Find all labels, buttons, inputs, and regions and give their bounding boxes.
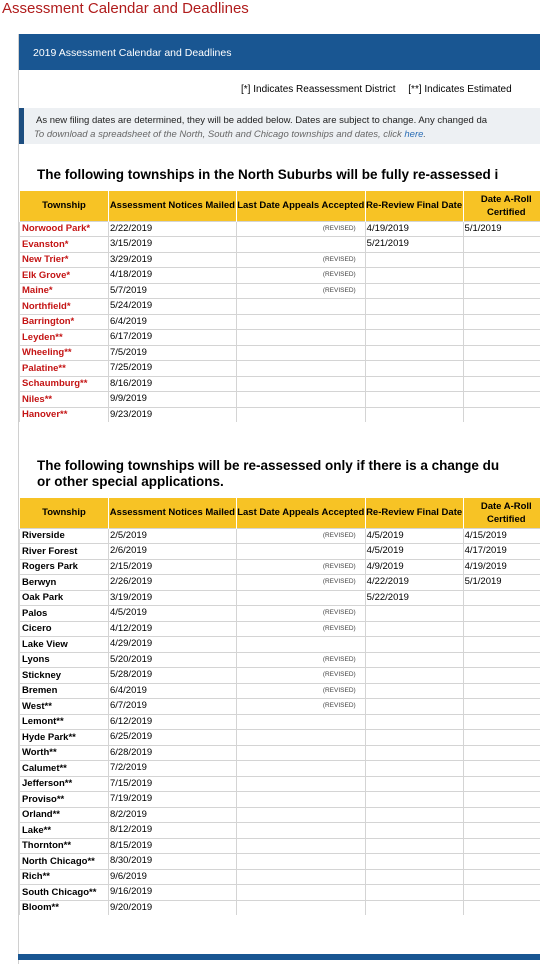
township-cell: River Forest (20, 544, 109, 560)
aroll-cell (463, 407, 540, 422)
township-cell: Palos (20, 606, 109, 622)
aroll-cell (463, 361, 540, 377)
appeals-cell (236, 268, 365, 284)
aroll-cell (463, 699, 540, 715)
aroll-cell (463, 637, 540, 653)
aroll-cell (463, 252, 540, 268)
rereview-cell (365, 838, 463, 854)
rereview-cell (365, 621, 463, 637)
table-row (20, 544, 540, 560)
notices-cell: 2/6/2019 (108, 544, 236, 560)
appeals-cell (236, 528, 365, 544)
appeals-cell (236, 885, 365, 901)
aroll-cell (463, 730, 540, 746)
table-row (20, 299, 540, 315)
appeals-cell (236, 807, 365, 823)
township-cell: Lake View (20, 637, 109, 653)
appeals-cell (236, 652, 365, 668)
col-aroll: Date A-Roll Certified (463, 191, 540, 221)
next-panel-header (18, 954, 540, 960)
rereview-cell (365, 376, 463, 392)
legend-reassessment: [*] Indicates Reassessment District (241, 84, 396, 95)
bottom-bar (0, 922, 540, 960)
notices-cell: 5/20/2019 (108, 652, 236, 668)
appeals-cell (236, 761, 365, 777)
other-title-line1: The following townships will be re-assessed only if there is a change du (37, 458, 499, 474)
township-cell: Elk Grove* (20, 268, 109, 284)
notices-cell: 3/29/2019 (108, 252, 236, 268)
township-cell: Rogers Park (20, 559, 109, 575)
notices-cell: 9/16/2019 (108, 885, 236, 901)
revised-badge: (REVISED) (323, 284, 356, 299)
other-section-title (37, 458, 499, 490)
aroll-cell (463, 652, 540, 668)
table-row (20, 885, 540, 901)
rereview-cell (365, 900, 463, 915)
rereview-cell: 4/19/2019 (365, 221, 463, 237)
table-row (20, 283, 540, 299)
aroll-cell (463, 854, 540, 870)
revised-badge: (REVISED) (323, 622, 356, 637)
aroll-cell (463, 792, 540, 808)
col-appeals: Last Date Appeals Accepted (236, 498, 365, 528)
aroll-cell: 4/17/2019 (463, 544, 540, 560)
appeals-cell (236, 407, 365, 422)
aroll-cell (463, 299, 540, 315)
aroll-cell (463, 314, 540, 330)
table-row (20, 252, 540, 268)
appeals-cell (236, 776, 365, 792)
table-row (20, 559, 540, 575)
aroll-cell (463, 392, 540, 408)
notices-cell: 5/7/2019 (108, 283, 236, 299)
rereview-cell (365, 314, 463, 330)
notices-cell: 8/16/2019 (108, 376, 236, 392)
table-row (20, 606, 540, 622)
panel-header: 2019 Assessment Calendar and Deadlines (19, 34, 540, 70)
notices-cell: 2/15/2019 (108, 559, 236, 575)
rereview-cell (365, 252, 463, 268)
table-row (20, 652, 540, 668)
township-cell: Northfield* (20, 299, 109, 315)
notices-cell: 8/2/2019 (108, 807, 236, 823)
notices-cell: 7/19/2019 (108, 792, 236, 808)
rereview-cell (365, 345, 463, 361)
aroll-cell: 5/1/2019 (463, 575, 540, 591)
legend-estimated: [**] Indicates Estimated (408, 84, 511, 95)
notices-cell: 9/20/2019 (108, 900, 236, 915)
appeals-cell (236, 345, 365, 361)
notice-text: As new filing dates are determined, they will be added below. Dates are subject to change. Any changed da (36, 115, 487, 126)
appeals-cell (236, 314, 365, 330)
rereview-cell (365, 823, 463, 839)
township-cell: Lemont** (20, 714, 109, 730)
township-cell: Evanston* (20, 237, 109, 253)
appeals-cell (236, 376, 365, 392)
appeals-cell (236, 392, 365, 408)
col-notices: Assessment Notices Mailed (108, 191, 236, 221)
township-cell: Berwyn (20, 575, 109, 591)
col-township: Township (20, 498, 109, 528)
appeals-cell (236, 869, 365, 885)
table-row (20, 823, 540, 839)
notices-cell: 2/5/2019 (108, 528, 236, 544)
aroll-cell (463, 823, 540, 839)
aroll-cell (463, 376, 540, 392)
township-cell: Riverside (20, 528, 109, 544)
notices-cell: 3/19/2019 (108, 590, 236, 606)
appeals-cell (236, 668, 365, 684)
rereview-cell (365, 776, 463, 792)
notices-cell: 5/24/2019 (108, 299, 236, 315)
aroll-cell (463, 345, 540, 361)
rereview-cell (365, 299, 463, 315)
revised-badge: (REVISED) (323, 606, 356, 621)
appeals-cell (236, 575, 365, 591)
notices-cell: 8/30/2019 (108, 854, 236, 870)
aroll-cell (463, 621, 540, 637)
township-cell: Barrington* (20, 314, 109, 330)
table-row (20, 528, 540, 544)
rereview-cell: 5/22/2019 (365, 590, 463, 606)
aroll-cell (463, 838, 540, 854)
notices-cell: 6/7/2019 (108, 699, 236, 715)
notices-cell: 7/2/2019 (108, 761, 236, 777)
appeals-cell (236, 283, 365, 299)
aroll-cell (463, 885, 540, 901)
township-cell: Niles** (20, 392, 109, 408)
calendar-panel (18, 34, 540, 964)
township-cell: Stickney (20, 668, 109, 684)
rereview-cell (365, 330, 463, 346)
notices-cell: 5/28/2019 (108, 668, 236, 684)
other-header-row (20, 498, 540, 528)
notices-cell: 8/15/2019 (108, 838, 236, 854)
legend (241, 84, 522, 95)
rereview-cell (365, 807, 463, 823)
appeals-cell (236, 823, 365, 839)
rereview-cell (365, 652, 463, 668)
aroll-cell (463, 683, 540, 699)
township-cell: Jefferson** (20, 776, 109, 792)
township-cell: Bremen (20, 683, 109, 699)
aroll-cell (463, 761, 540, 777)
appeals-cell (236, 699, 365, 715)
table-row (20, 376, 540, 392)
table-row (20, 900, 540, 915)
aroll-cell (463, 869, 540, 885)
table-row (20, 314, 540, 330)
rereview-cell (365, 854, 463, 870)
notices-cell: 9/9/2019 (108, 392, 236, 408)
appeals-cell (236, 252, 365, 268)
table-row (20, 221, 540, 237)
revised-badge: (REVISED) (323, 684, 356, 699)
township-cell: Hyde Park** (20, 730, 109, 746)
revised-badge: (REVISED) (323, 575, 356, 590)
rereview-cell (365, 268, 463, 284)
table-row (20, 869, 540, 885)
table-row (20, 668, 540, 684)
table-row (20, 407, 540, 422)
table-row (20, 745, 540, 761)
download-link[interactable]: here (404, 129, 423, 140)
table-row (20, 714, 540, 730)
township-cell: North Chicago** (20, 854, 109, 870)
revised-badge: (REVISED) (323, 699, 356, 714)
rereview-cell (365, 869, 463, 885)
aroll-cell: 4/15/2019 (463, 528, 540, 544)
township-cell: West** (20, 699, 109, 715)
rereview-cell: 4/5/2019 (365, 544, 463, 560)
north-section-title: The following townships in the North Suburbs will be fully re-assessed i (37, 167, 498, 183)
notices-cell: 6/25/2019 (108, 730, 236, 746)
table-row (20, 330, 540, 346)
township-cell: Oak Park (20, 590, 109, 606)
notices-cell: 6/12/2019 (108, 714, 236, 730)
notices-cell: 6/4/2019 (108, 683, 236, 699)
rereview-cell (365, 283, 463, 299)
appeals-cell (236, 606, 365, 622)
appeals-cell (236, 221, 365, 237)
table-row (20, 237, 540, 253)
notices-cell: 4/18/2019 (108, 268, 236, 284)
col-notices: Assessment Notices Mailed (108, 498, 236, 528)
table-row (20, 776, 540, 792)
township-cell: Thornton** (20, 838, 109, 854)
table-row (20, 392, 540, 408)
north-header-row (20, 191, 540, 221)
notices-cell: 6/28/2019 (108, 745, 236, 761)
township-cell: New Trier* (20, 252, 109, 268)
township-cell: Schaumburg** (20, 376, 109, 392)
table-row (20, 575, 540, 591)
appeals-cell (236, 854, 365, 870)
township-cell: Maine* (20, 283, 109, 299)
notices-cell: 3/15/2019 (108, 237, 236, 253)
appeals-cell (236, 237, 365, 253)
appeals-cell (236, 361, 365, 377)
appeals-cell (236, 544, 365, 560)
aroll-cell (463, 776, 540, 792)
rereview-cell (365, 668, 463, 684)
township-cell: Cicero (20, 621, 109, 637)
table-row (20, 683, 540, 699)
appeals-cell (236, 714, 365, 730)
table-row (20, 838, 540, 854)
aroll-cell (463, 606, 540, 622)
aroll-cell: 5/1/2019 (463, 221, 540, 237)
rereview-cell (365, 714, 463, 730)
aroll-cell (463, 268, 540, 284)
township-cell: Hanover** (20, 407, 109, 422)
aroll-cell (463, 283, 540, 299)
notices-cell: 2/22/2019 (108, 221, 236, 237)
notices-cell: 7/5/2019 (108, 345, 236, 361)
appeals-cell (236, 745, 365, 761)
table-row (20, 621, 540, 637)
col-appeals: Last Date Appeals Accepted (236, 191, 365, 221)
appeals-cell (236, 900, 365, 915)
aroll-cell (463, 330, 540, 346)
notices-cell: 6/17/2019 (108, 330, 236, 346)
rereview-cell (365, 761, 463, 777)
north-table (19, 191, 540, 422)
table-row (20, 268, 540, 284)
township-cell: Wheeling** (20, 345, 109, 361)
col-rereview: Re-Review Final Date (365, 498, 463, 528)
revised-badge: (REVISED) (323, 268, 356, 283)
appeals-cell (236, 559, 365, 575)
table-row (20, 792, 540, 808)
rereview-cell (365, 683, 463, 699)
table-row (20, 730, 540, 746)
aroll-cell: 4/19/2019 (463, 559, 540, 575)
appeals-cell (236, 838, 365, 854)
notices-cell: 9/6/2019 (108, 869, 236, 885)
download-note-end: . (423, 129, 426, 140)
notices-cell: 8/12/2019 (108, 823, 236, 839)
download-note-text: To download a spreadsheet of the North, South and Chicago townships and dates, click (34, 129, 404, 140)
township-cell: Worth** (20, 745, 109, 761)
col-rereview: Re-Review Final Date (365, 191, 463, 221)
other-title-line2: or other special applications. (37, 474, 499, 490)
rereview-cell (365, 885, 463, 901)
revised-badge: (REVISED) (323, 529, 356, 544)
rereview-cell (365, 606, 463, 622)
table-row (20, 637, 540, 653)
table-row (20, 699, 540, 715)
revised-badge: (REVISED) (323, 668, 356, 683)
appeals-cell (236, 792, 365, 808)
rereview-cell (365, 407, 463, 422)
aroll-cell (463, 745, 540, 761)
appeals-cell (236, 299, 365, 315)
aroll-cell (463, 900, 540, 915)
revised-badge: (REVISED) (323, 560, 356, 575)
revised-badge: (REVISED) (323, 653, 356, 668)
appeals-cell (236, 621, 365, 637)
rereview-cell (365, 745, 463, 761)
aroll-cell (463, 237, 540, 253)
notices-cell: 7/25/2019 (108, 361, 236, 377)
notices-cell: 7/15/2019 (108, 776, 236, 792)
township-cell: Palatine** (20, 361, 109, 377)
revised-badge: (REVISED) (323, 222, 356, 237)
township-cell: Lyons (20, 652, 109, 668)
revised-badge: (REVISED) (323, 253, 356, 268)
rereview-cell (365, 392, 463, 408)
notices-cell: 9/23/2019 (108, 407, 236, 422)
table-row (20, 854, 540, 870)
notices-cell: 4/5/2019 (108, 606, 236, 622)
notices-cell: 2/26/2019 (108, 575, 236, 591)
col-township: Township (20, 191, 109, 221)
rereview-cell (365, 637, 463, 653)
aroll-cell (463, 668, 540, 684)
township-cell: Orland** (20, 807, 109, 823)
appeals-cell (236, 330, 365, 346)
table-row (20, 361, 540, 377)
township-cell: Norwood Park* (20, 221, 109, 237)
download-note (34, 129, 426, 140)
rereview-cell (365, 699, 463, 715)
table-row (20, 345, 540, 361)
appeals-cell (236, 683, 365, 699)
rereview-cell (365, 361, 463, 377)
appeals-cell (236, 590, 365, 606)
rereview-cell: 4/5/2019 (365, 528, 463, 544)
appeals-cell (236, 730, 365, 746)
township-cell: Lake** (20, 823, 109, 839)
rereview-cell: 4/22/2019 (365, 575, 463, 591)
township-cell: South Chicago** (20, 885, 109, 901)
table-row (20, 590, 540, 606)
page-title: Assessment Calendar and Deadlines (2, 0, 249, 17)
notices-cell: 4/12/2019 (108, 621, 236, 637)
township-cell: Leyden** (20, 330, 109, 346)
table-row (20, 761, 540, 777)
township-cell: Calumet** (20, 761, 109, 777)
aroll-cell (463, 590, 540, 606)
notices-cell: 4/29/2019 (108, 637, 236, 653)
other-table (19, 498, 540, 915)
rereview-cell: 4/9/2019 (365, 559, 463, 575)
col-aroll: Date A-Roll Certified (463, 498, 540, 528)
rereview-cell (365, 730, 463, 746)
township-cell: Bloom** (20, 900, 109, 915)
appeals-cell (236, 637, 365, 653)
notices-cell: 6/4/2019 (108, 314, 236, 330)
rereview-cell (365, 792, 463, 808)
aroll-cell (463, 714, 540, 730)
table-row (20, 807, 540, 823)
aroll-cell (463, 807, 540, 823)
notice-box (19, 108, 540, 144)
township-cell: Proviso** (20, 792, 109, 808)
rereview-cell: 5/21/2019 (365, 237, 463, 253)
township-cell: Rich** (20, 869, 109, 885)
